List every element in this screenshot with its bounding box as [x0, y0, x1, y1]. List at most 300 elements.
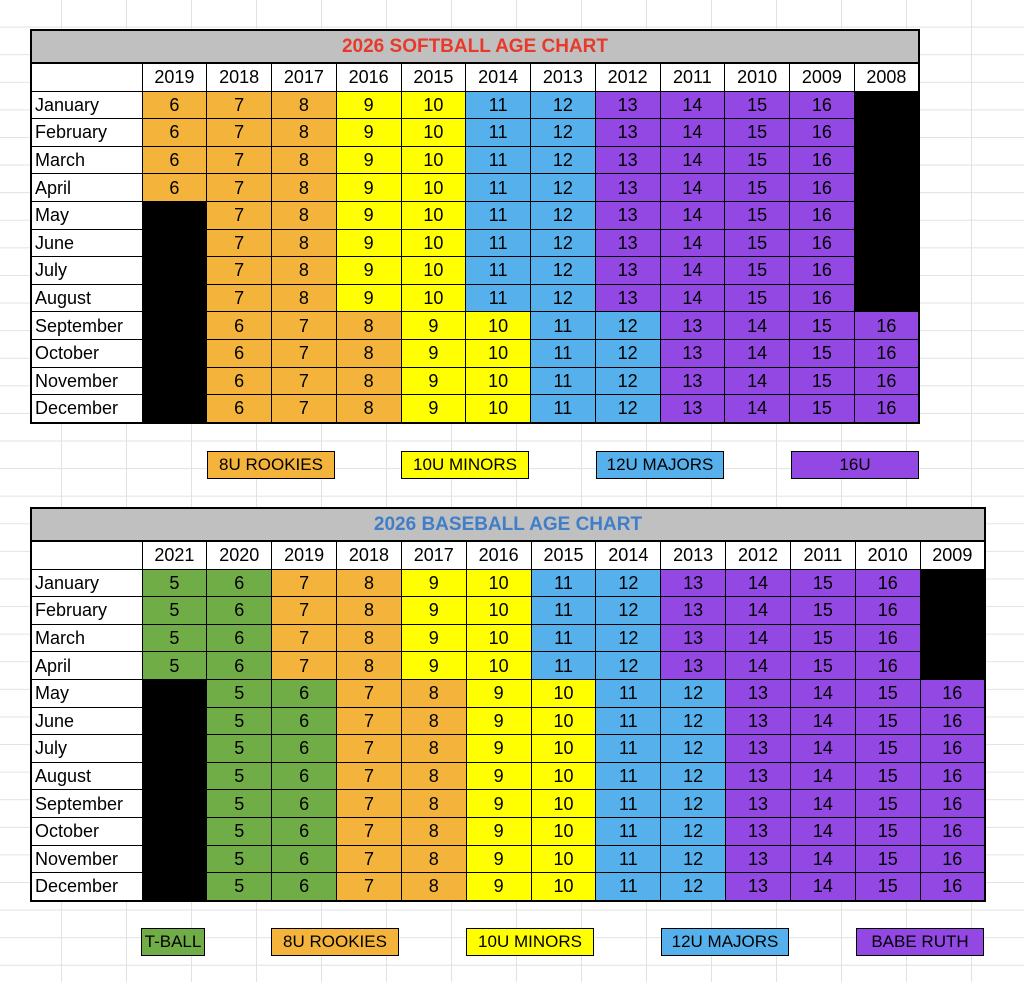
age-cell: 10: [466, 395, 531, 423]
age-cell: 6: [207, 367, 272, 395]
month-label: January: [31, 569, 142, 597]
month-row: [31, 284, 919, 312]
age-cell: 8: [336, 395, 401, 423]
age-cell: 6: [207, 312, 272, 340]
age-cell: 14: [726, 597, 791, 625]
age-cell: 11: [531, 367, 596, 395]
year-header: 2008: [854, 63, 919, 91]
age-cell: 15: [790, 367, 855, 395]
age-cell: 5: [207, 790, 272, 818]
age-cell: 7: [207, 174, 272, 202]
age-cell: 13: [595, 201, 660, 229]
age-cell: 13: [595, 229, 660, 257]
ineligible-cell: [920, 597, 985, 625]
ineligible-cell: [142, 762, 207, 790]
ineligible-cell: [142, 707, 207, 735]
age-cell: 9: [401, 395, 466, 423]
age-cell: 6: [142, 119, 207, 147]
age-cell: 15: [790, 395, 855, 423]
age-cell: 14: [660, 201, 725, 229]
year-header: 2018: [207, 63, 272, 91]
softball-table: [30, 62, 920, 424]
age-cell: 14: [725, 395, 790, 423]
age-cell: 12: [661, 873, 726, 901]
age-cell: 14: [660, 284, 725, 312]
month-label: January: [31, 91, 142, 119]
age-cell: 8: [337, 597, 402, 625]
age-cell: 10: [531, 817, 596, 845]
year-header: 2010: [725, 63, 790, 91]
age-cell: 6: [272, 845, 337, 873]
ineligible-cell: [854, 91, 919, 119]
month-row: [31, 817, 985, 845]
age-cell: 9: [336, 201, 401, 229]
ineligible-cell: [142, 790, 207, 818]
age-cell: 8: [272, 257, 337, 285]
year-header: 2018: [337, 541, 402, 569]
age-cell: 9: [401, 624, 466, 652]
age-cell: 11: [596, 817, 661, 845]
age-cell: 16: [855, 597, 920, 625]
age-cell: 9: [336, 174, 401, 202]
baseball-table: [30, 540, 986, 902]
header-corner: [31, 63, 142, 91]
legend-rookies: 8U ROOKIES: [207, 451, 335, 479]
ineligible-cell: [142, 873, 207, 901]
age-cell: 11: [531, 652, 596, 680]
ineligible-cell: [854, 119, 919, 147]
age-cell: 16: [920, 845, 985, 873]
header-corner: [31, 541, 142, 569]
age-cell: 11: [531, 569, 596, 597]
age-cell: 13: [595, 174, 660, 202]
age-cell: 7: [207, 284, 272, 312]
age-cell: 14: [660, 174, 725, 202]
age-cell: 16: [920, 707, 985, 735]
ineligible-cell: [142, 845, 207, 873]
age-cell: 15: [725, 201, 790, 229]
age-cell: 11: [596, 762, 661, 790]
age-cell: 7: [272, 395, 337, 423]
age-cell: 13: [726, 762, 791, 790]
softball-title-text: 2026 SOFTBALL AGE CHART: [341, 36, 609, 57]
year-header-row: [31, 63, 919, 91]
age-cell: 7: [272, 312, 337, 340]
age-cell: 16: [920, 762, 985, 790]
age-cell: 5: [207, 873, 272, 901]
age-cell: 8: [336, 367, 401, 395]
month-row: [31, 257, 919, 285]
age-cell: 15: [855, 845, 920, 873]
ineligible-cell: [920, 569, 985, 597]
age-cell: 13: [660, 312, 725, 340]
age-cell: 6: [142, 146, 207, 174]
month-row: [31, 652, 985, 680]
ineligible-cell: [142, 257, 207, 285]
age-cell: 14: [660, 119, 725, 147]
month-label: October: [31, 817, 142, 845]
age-cell: 15: [725, 146, 790, 174]
age-cell: 10: [531, 790, 596, 818]
age-cell: 8: [337, 652, 402, 680]
age-cell: 6: [207, 624, 272, 652]
month-row: [31, 707, 985, 735]
age-cell: 10: [401, 119, 466, 147]
age-cell: 8: [336, 312, 401, 340]
ineligible-cell: [854, 174, 919, 202]
age-cell: 9: [401, 339, 466, 367]
age-cell: 5: [207, 762, 272, 790]
age-cell: 7: [272, 597, 337, 625]
month-row: [31, 679, 985, 707]
month-label: May: [31, 201, 142, 229]
month-label: March: [31, 146, 142, 174]
age-cell: 16: [790, 229, 855, 257]
age-cell: 6: [272, 679, 337, 707]
month-row: [31, 790, 985, 818]
ineligible-cell: [142, 395, 207, 423]
age-cell: 11: [531, 597, 596, 625]
year-header: 2009: [790, 63, 855, 91]
age-cell: 9: [466, 735, 531, 763]
age-cell: 7: [337, 790, 402, 818]
ineligible-cell: [142, 817, 207, 845]
age-cell: 16: [855, 569, 920, 597]
month-row: [31, 229, 919, 257]
age-cell: 13: [661, 569, 726, 597]
age-cell: 9: [401, 569, 466, 597]
age-cell: 16: [790, 257, 855, 285]
age-cell: 15: [855, 735, 920, 763]
age-cell: 13: [595, 91, 660, 119]
age-cell: 6: [207, 339, 272, 367]
age-cell: 7: [337, 735, 402, 763]
age-cell: 6: [207, 395, 272, 423]
age-cell: 8: [337, 569, 402, 597]
age-cell: 12: [595, 395, 660, 423]
age-cell: 7: [337, 817, 402, 845]
age-cell: 13: [726, 735, 791, 763]
age-cell: 12: [596, 624, 661, 652]
age-cell: 7: [272, 569, 337, 597]
age-cell: 5: [207, 817, 272, 845]
year-header: 2017: [272, 63, 337, 91]
age-cell: 14: [790, 762, 855, 790]
age-cell: 7: [272, 339, 337, 367]
age-cell: 6: [272, 873, 337, 901]
age-cell: 13: [595, 257, 660, 285]
age-cell: 12: [661, 679, 726, 707]
age-cell: 9: [401, 597, 466, 625]
age-cell: 14: [790, 735, 855, 763]
month-row: [31, 735, 985, 763]
year-header: 2014: [466, 63, 531, 91]
age-cell: 5: [142, 624, 207, 652]
age-cell: 14: [725, 367, 790, 395]
age-cell: 5: [142, 597, 207, 625]
age-cell: 13: [726, 817, 791, 845]
age-cell: 14: [790, 679, 855, 707]
month-label: November: [31, 845, 142, 873]
age-cell: 10: [401, 146, 466, 174]
year-header: 2020: [207, 541, 272, 569]
age-cell: 12: [596, 652, 661, 680]
age-cell: 9: [401, 367, 466, 395]
ineligible-cell: [142, 735, 207, 763]
age-cell: 9: [336, 91, 401, 119]
age-cell: 16: [790, 91, 855, 119]
year-header: 2012: [595, 63, 660, 91]
age-cell: 8: [401, 873, 466, 901]
age-cell: 12: [531, 201, 596, 229]
age-cell: 6: [272, 762, 337, 790]
month-label: October: [31, 339, 142, 367]
age-cell: 16: [790, 119, 855, 147]
age-cell: 8: [272, 174, 337, 202]
ineligible-cell: [854, 146, 919, 174]
age-cell: 10: [401, 201, 466, 229]
age-cell: 15: [790, 339, 855, 367]
year-header: 2014: [596, 541, 661, 569]
year-header: 2013: [531, 63, 596, 91]
ineligible-cell: [142, 312, 207, 340]
age-cell: 12: [596, 569, 661, 597]
age-cell: 16: [920, 817, 985, 845]
ineligible-cell: [854, 284, 919, 312]
age-cell: 5: [142, 652, 207, 680]
age-cell: 13: [726, 679, 791, 707]
month-label: August: [31, 762, 142, 790]
age-cell: 15: [790, 597, 855, 625]
age-cell: 15: [725, 119, 790, 147]
age-cell: 8: [272, 91, 337, 119]
month-row: [31, 312, 919, 340]
legend-tball: T-BALL: [141, 928, 205, 956]
age-cell: 13: [726, 790, 791, 818]
month-row: [31, 624, 985, 652]
month-label: February: [31, 597, 142, 625]
year-header: 2019: [272, 541, 337, 569]
ineligible-cell: [142, 339, 207, 367]
age-cell: 10: [531, 735, 596, 763]
age-cell: 7: [207, 146, 272, 174]
age-cell: 11: [596, 679, 661, 707]
year-header: 2016: [336, 63, 401, 91]
age-cell: 16: [855, 624, 920, 652]
legend-majors: 12U MAJORS: [661, 928, 789, 956]
age-cell: 11: [596, 707, 661, 735]
month-label: May: [31, 679, 142, 707]
age-cell: 16: [790, 284, 855, 312]
age-cell: 14: [790, 817, 855, 845]
age-cell: 16: [920, 735, 985, 763]
month-label: April: [31, 652, 142, 680]
age-cell: 11: [596, 735, 661, 763]
age-cell: 9: [466, 817, 531, 845]
age-cell: 5: [207, 707, 272, 735]
legend-minors: 10U MINORS: [466, 928, 594, 956]
age-cell: 12: [661, 762, 726, 790]
year-header: 2016: [466, 541, 531, 569]
age-cell: 14: [790, 790, 855, 818]
age-cell: 10: [531, 873, 596, 901]
month-label: December: [31, 395, 142, 423]
ineligible-cell: [854, 229, 919, 257]
ineligible-cell: [854, 257, 919, 285]
ineligible-cell: [920, 624, 985, 652]
year-header: 2015: [401, 63, 466, 91]
age-cell: 13: [595, 119, 660, 147]
softball-title: [30, 29, 920, 63]
month-row: [31, 845, 985, 873]
baseball-title: [30, 507, 986, 541]
month-row: [31, 201, 919, 229]
age-cell: 7: [207, 91, 272, 119]
age-cell: 15: [725, 284, 790, 312]
age-cell: 14: [790, 707, 855, 735]
age-cell: 11: [466, 174, 531, 202]
age-cell: 7: [337, 873, 402, 901]
age-cell: 7: [337, 707, 402, 735]
month-label: September: [31, 312, 142, 340]
age-cell: 14: [660, 91, 725, 119]
age-cell: 13: [726, 873, 791, 901]
age-cell: 9: [336, 229, 401, 257]
year-header: 2019: [142, 63, 207, 91]
month-row: [31, 569, 985, 597]
age-cell: 11: [466, 201, 531, 229]
age-cell: 6: [142, 91, 207, 119]
age-cell: 9: [466, 845, 531, 873]
age-cell: 9: [336, 146, 401, 174]
year-header: 2017: [401, 541, 466, 569]
age-cell: 15: [855, 762, 920, 790]
age-cell: 13: [660, 395, 725, 423]
age-cell: 16: [855, 652, 920, 680]
age-cell: 15: [725, 174, 790, 202]
age-cell: 8: [401, 817, 466, 845]
age-cell: 9: [336, 284, 401, 312]
age-cell: 12: [531, 119, 596, 147]
month-row: [31, 119, 919, 147]
ineligible-cell: [920, 652, 985, 680]
age-cell: 14: [660, 146, 725, 174]
age-cell: 14: [726, 569, 791, 597]
age-cell: 16: [920, 873, 985, 901]
age-cell: 15: [790, 569, 855, 597]
age-cell: 8: [401, 762, 466, 790]
age-cell: 9: [466, 790, 531, 818]
month-label: December: [31, 873, 142, 901]
month-label: September: [31, 790, 142, 818]
age-cell: 10: [466, 339, 531, 367]
baseball-title-text: 2026 BASEBALL AGE CHART: [373, 514, 643, 535]
age-cell: 6: [142, 174, 207, 202]
month-label: March: [31, 624, 142, 652]
year-header: 2015: [531, 541, 596, 569]
age-cell: 7: [272, 367, 337, 395]
age-cell: 6: [272, 707, 337, 735]
month-label: November: [31, 367, 142, 395]
legend-senior: BABE RUTH: [856, 928, 984, 956]
age-cell: 13: [661, 597, 726, 625]
age-cell: 8: [272, 229, 337, 257]
age-cell: 6: [272, 735, 337, 763]
age-cell: 7: [207, 229, 272, 257]
age-cell: 9: [466, 873, 531, 901]
age-cell: 10: [401, 174, 466, 202]
age-cell: 5: [207, 679, 272, 707]
age-cell: 7: [207, 119, 272, 147]
age-cell: 6: [272, 790, 337, 818]
age-cell: 7: [337, 845, 402, 873]
age-cell: 13: [660, 367, 725, 395]
age-cell: 15: [790, 652, 855, 680]
age-cell: 10: [531, 762, 596, 790]
ineligible-cell: [142, 201, 207, 229]
month-row: [31, 873, 985, 901]
age-cell: 12: [661, 790, 726, 818]
ineligible-cell: [142, 229, 207, 257]
age-cell: 7: [337, 679, 402, 707]
age-cell: 10: [531, 707, 596, 735]
age-cell: 15: [790, 312, 855, 340]
age-cell: 11: [466, 284, 531, 312]
age-cell: 10: [466, 569, 531, 597]
age-cell: 6: [207, 597, 272, 625]
age-cell: 13: [661, 624, 726, 652]
age-cell: 12: [595, 367, 660, 395]
age-cell: 11: [466, 229, 531, 257]
age-cell: 13: [661, 652, 726, 680]
month-row: [31, 762, 985, 790]
age-cell: 8: [401, 679, 466, 707]
month-label: June: [31, 229, 142, 257]
age-cell: 7: [272, 624, 337, 652]
age-cell: 10: [401, 91, 466, 119]
age-cell: 7: [272, 652, 337, 680]
age-cell: 8: [272, 119, 337, 147]
age-cell: 12: [661, 817, 726, 845]
age-cell: 13: [595, 284, 660, 312]
age-cell: 10: [401, 229, 466, 257]
age-cell: 8: [336, 339, 401, 367]
age-cell: 7: [337, 762, 402, 790]
age-cell: 15: [855, 679, 920, 707]
age-cell: 16: [920, 679, 985, 707]
age-cell: 12: [531, 174, 596, 202]
month-row: [31, 367, 919, 395]
legend-minors: 10U MINORS: [401, 451, 529, 479]
age-cell: 10: [531, 679, 596, 707]
month-row: [31, 146, 919, 174]
age-cell: 9: [466, 762, 531, 790]
age-cell: 9: [401, 652, 466, 680]
year-header: 2011: [790, 541, 855, 569]
age-cell: 15: [855, 873, 920, 901]
year-header-row: [31, 541, 985, 569]
legend-rookies: 8U ROOKIES: [271, 928, 399, 956]
age-cell: 16: [854, 312, 919, 340]
age-cell: 12: [661, 845, 726, 873]
month-row: [31, 174, 919, 202]
age-cell: 9: [336, 119, 401, 147]
age-cell: 16: [854, 367, 919, 395]
age-cell: 13: [660, 339, 725, 367]
ineligible-cell: [142, 679, 207, 707]
age-cell: 9: [466, 679, 531, 707]
age-cell: 13: [595, 146, 660, 174]
